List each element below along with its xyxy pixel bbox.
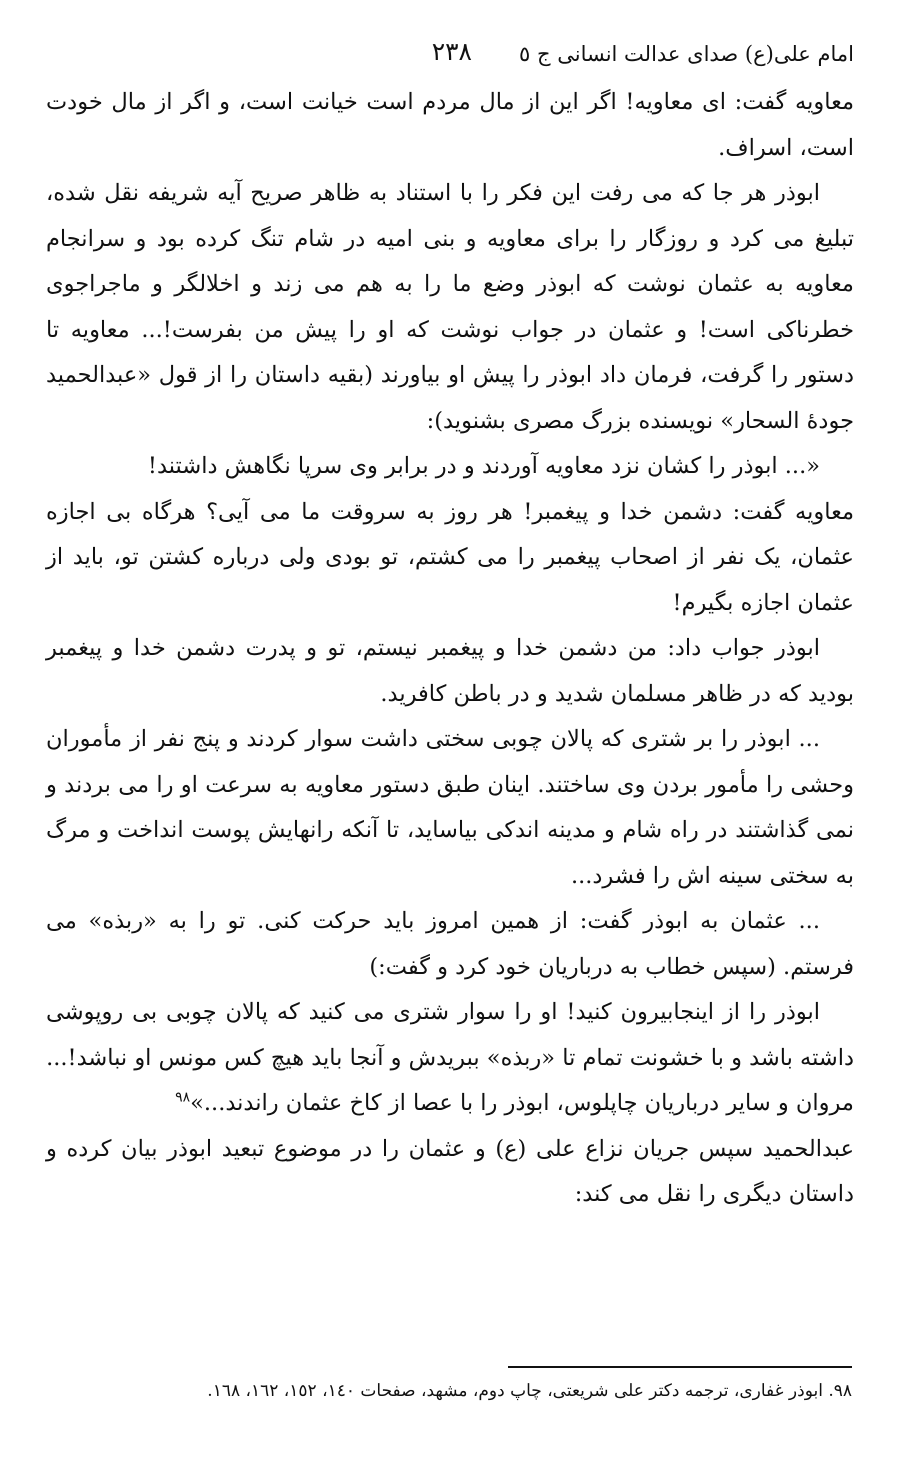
page-number: ٢٣٨ [431, 37, 472, 66]
paragraph: ابوذر هر جا که می رفت این فکر را با استناد به ظاهر صریح آیه شریفه نقل شده، تبلیغ می کرد و روزگار را برای معاویه و بنی امیه در شام تنگ کرده بود و سرانجام معاویه به عثمان نوشت که ابوذر وضع ما را به هم می زند و اخلالگر و ماجراجوی خطرناکی است! و عثمان در جواب نوشت که او را پیش من بفرست!... معاویه تا دستور را گرفت، فرمان داد ابوذر را پیش او بیاورند (بقیه داستان را از قول «عبدالحمید جودهٔ السحار» نویسنده بزرگ مصری بشنوید): [46, 180, 854, 434]
paragraph: ابوذر را از اینجابیرون کنید! او را سوار شتری می کنید که پالان چوبی بی روپوشی داشته باشد و با خشونت تمام تا «ربذه» ببریدش و آنجا باید هیچ کس مونس او نباشد!... [46, 999, 854, 1071]
quote-paragraph: «... ابوذر را کشان نزد معاویه آوردند و در برابر وی سرپا نگاهش داشتند! [147, 453, 820, 479]
paragraph: معاویه گفت: دشمن خدا و پیغمبر! هر روز به سروقت ما می آیی؟ هرگاه بی اجازه عثمان، یک نفر از اصحاب پیغمبر را می کشتم، تو بودی ولی درباره کشتن تو، باید از عثمان اجازه بگیرم! [46, 498, 854, 616]
footnote-separator [508, 1366, 852, 1368]
running-header [46, 34, 854, 74]
book-title: امام علی(ع) صدای عدالت انسانی ج ٥ [519, 42, 854, 66]
paragraph: ... عثمان به ابوذر گفت: از همین امروز باید حرکت کنی. تو را به «ربذه» می فرستم. (سپس خطاب به درباریان خود کرد و گفت:) [46, 908, 854, 980]
body-text [46, 80, 854, 1218]
footnote-marker: ٩٨ [175, 1089, 191, 1106]
paragraph: ابوذر جواب داد: من دشمن خدا و پیغمبر نیستم، تو و پدرت دشمن خدا و پیغمبر بودید که در ظاهر مسلمان شدید و در باطن کافرید. [46, 635, 854, 707]
footnote: ٩٨. ابوذر غفاری، ترجمه دکتر علی شریعتی، چاپ دوم، مشهد، صفحات ١٤٠، ١٥٢، ١٦٢، ١٦٨. [207, 1381, 852, 1401]
paragraph: عبدالحمید سپس جریان نزاع علی (ع) و عثمان را در موضوع تبعید ابوذر بیان کرده و داستان دیگری را نقل می کند: [46, 1135, 854, 1207]
paragraph-text: مروان و سایر درباریان چاپلوس، ابوذر را با عصا از کاخ عثمان راندند...» [190, 1090, 854, 1116]
paragraph: معاویه گفت: ای معاویه! اگر این از مال مردم است خیانت است، و اگر از مال خودت است، اسراف. [46, 89, 854, 161]
paragraph-with-footnote [46, 1081, 854, 1127]
paragraph: ... ابوذر را بر شتری که پالان چوبی سختی داشت سوار کردند و پنج نفر از مأموران وحشی را مأمور بردن وی ساختند. اینان طبق دستور معاویه به سرعت او را می بردند و نمی گذاشتند در راه شام و مدینه اندکی بیاساید، تا آنکه رانهایش پوست انداخت و مرگ به سختی سینه اش را فشرد... [46, 726, 854, 889]
